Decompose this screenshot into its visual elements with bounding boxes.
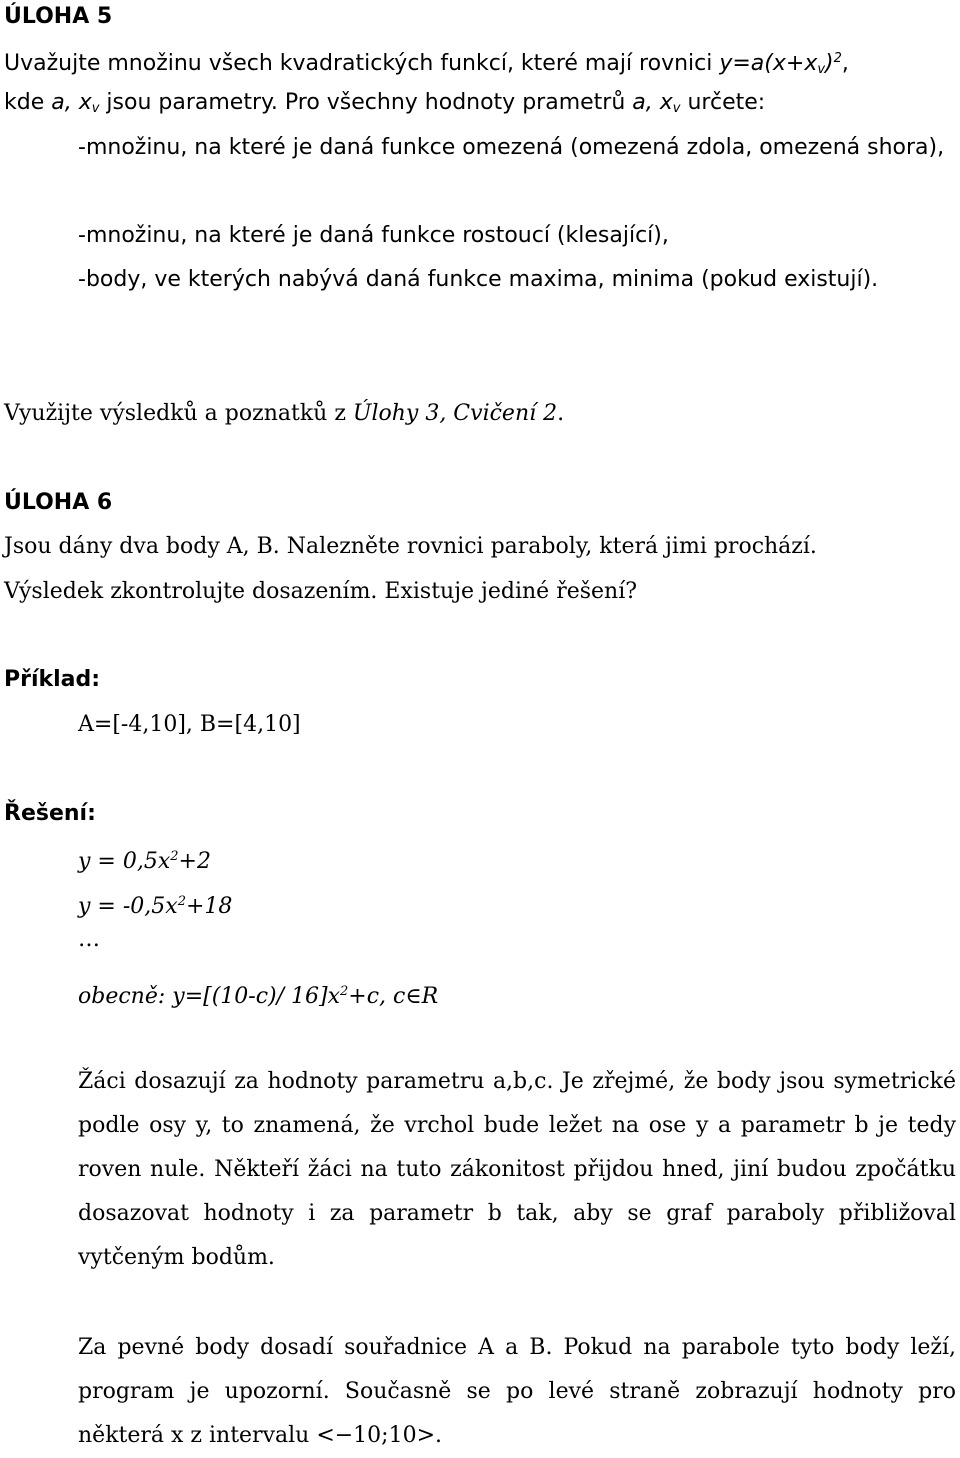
task6-text-line2: Výsledek zkontrolujte dosazením. Existuje jediné řešení? (4, 579, 638, 604)
task5-hint: Využijte výsledků a poznatků z Úlohy 3, Cvičení 2. (4, 401, 565, 426)
solution-eq1: $y = 0,5x^2+2$ (78, 849, 211, 874)
example-label: Příklad: (4, 667, 101, 692)
task5-title: ÚLOHA 5 (4, 4, 113, 29)
example-points: A=[-4,10], B=[4,10] (78, 712, 301, 737)
explanation-paragraph: Žáci dosazují za hodnoty parametru a,b,c. Je zřejmé, že body jsou symetrické podle osy y, to znamená, že vrchol bude ležet na ose y a parametr b je tedy roven nule. Někteří žáci na tuto zákonitost přijdou hned, jiní budou zpočátku dosazovat hodnoty i za parametr b tak, aby se graf paraboly přibližoval vytčeným bodům. (78, 1069, 956, 1270)
task5-intro-line1: Uvažujte množinu všech kvadratických funkcí, které mají rovnici $y=a(x+x_v)^2$, (4, 51, 849, 77)
task5-item-bounded: -množinu, na které je daná funkce omezená (omezená zdola, omezená shora), (78, 135, 945, 160)
task5-intro-line2: kde a, $x_v$ jsou parametry. Pro všechny hodnoty prametrů a, $x_v$ určete: (4, 90, 766, 116)
solution-eq2: $y = -0,5x^2+18$ (78, 894, 233, 919)
task5-hint-ref: Úlohy 3, Cvičení 2 (352, 401, 558, 426)
solution-ellipsis: … (78, 927, 100, 952)
task6-text-line1: Jsou dány dva body A, B. Nalezněte rovnici paraboly, která jimi prochází. (4, 534, 817, 559)
solution-general: obecně: y=[(10-c)/ $16]x^2+c$, c∈R (78, 984, 439, 1009)
solution-label: Řešení: (4, 801, 96, 826)
task5-formula: $y=a(x+x_v)^2$ (719, 51, 842, 77)
task5-item-extrema: -body, ve kterých nabývá daná funkce maxima, minima (pokud existují). (78, 267, 879, 292)
task6-title: ÚLOHA 6 (4, 490, 113, 515)
task5-item-monotonic: -množinu, na které je daná funkce rostoucí (klesající), (78, 223, 669, 248)
program-paragraph: Za pevné body dosadí souřadnice A a B. Pokud na parabole tyto body leží, program je upozorní. Současně se po levé straně zobrazují hodnoty pro některá x z intervalu <−10;10>. (78, 1335, 956, 1448)
